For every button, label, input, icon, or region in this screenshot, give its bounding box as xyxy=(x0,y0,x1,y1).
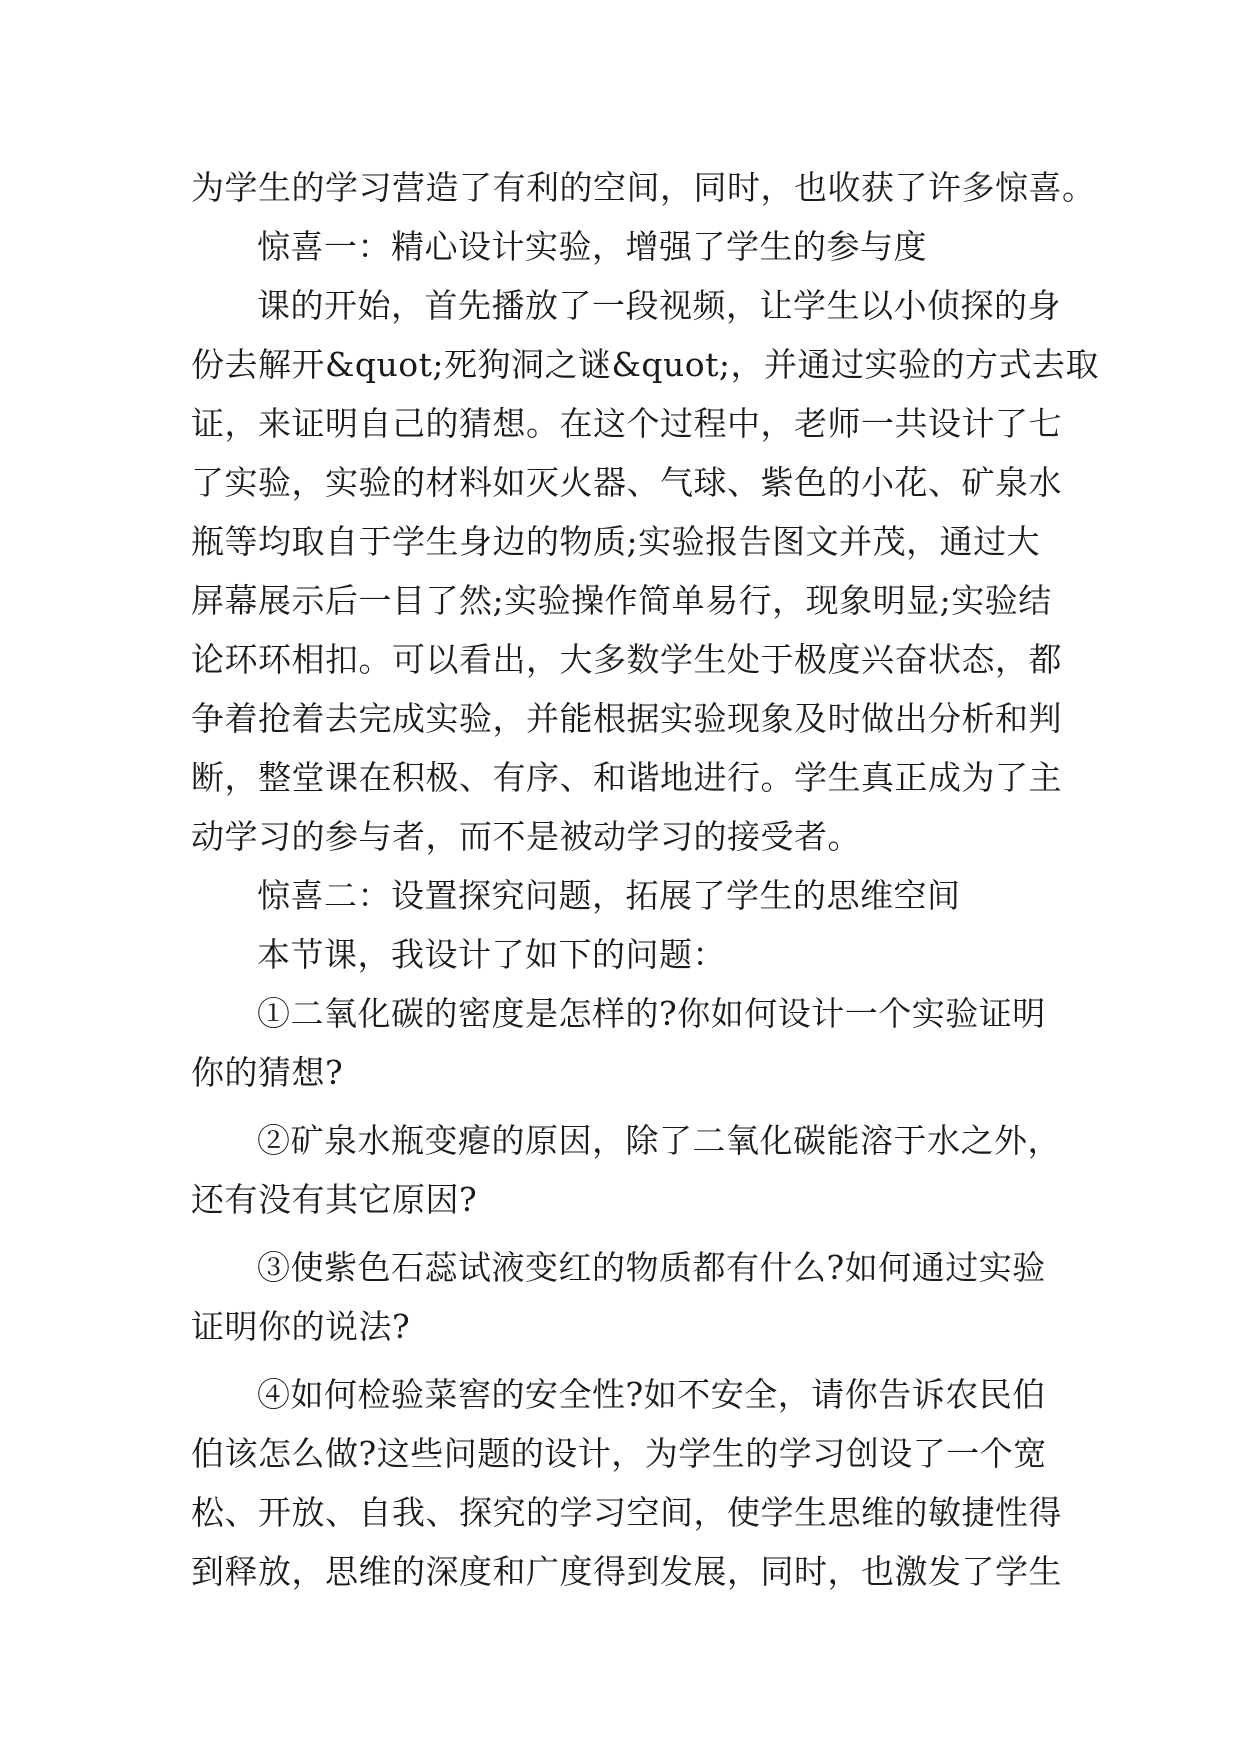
paragraph-line: 到释放，思维的深度和广度得到发展，同时，也激发了学生 xyxy=(191,1552,1062,1591)
paragraph-line: 屏幕展示后一目了然;实验操作简单易行，现象明显;实验结 xyxy=(191,581,1052,620)
question-3-line: ③使紫色石蕊试液变红的物质都有什么?如何通过实验 xyxy=(257,1248,1046,1287)
text-line: 为学生的学习营造了有利的空间，同时，也收获了许多惊喜。 xyxy=(191,168,1096,207)
section-heading-1: 惊喜一：精心设计实验，增强了学生的参与度 xyxy=(257,227,927,266)
question-1-line: 你的猜想? xyxy=(191,1053,344,1092)
paragraph-line: 证，来证明自己的猜想。在这个过程中，老师一共设计了七 xyxy=(191,404,1062,443)
paragraph-line: 课的开始，首先播放了一段视频，让学生以小侦探的身 xyxy=(257,286,1061,325)
question-3-line: 证明你的说法? xyxy=(191,1307,411,1346)
paragraph-line: 了实验，实验的材料如灭火器、气球、紫色的小花、矿泉水 xyxy=(191,463,1062,502)
paragraph-line: 论环环相扣。可以看出，大多数学生处于极度兴奋状态，都 xyxy=(191,640,1062,679)
paragraph-line: 松、开放、自我、探究的学习空间，使学生思维的敏捷性得 xyxy=(191,1493,1062,1532)
question-4-line: ④如何检验菜窖的安全性?如不安全，请你告诉农民伯 xyxy=(257,1375,1046,1414)
section-heading-2: 惊喜二：设置探究问题，拓展了学生的思维空间 xyxy=(257,876,961,915)
paragraph-line: 动学习的参与者，而不是被动学习的接受者。 xyxy=(191,817,861,856)
body-text xyxy=(191,158,1099,1601)
paragraph-line: 争着抢着去完成实验，并能根据实验现象及时做出分析和判 xyxy=(191,699,1062,738)
question-2-line: ②矿泉水瓶变瘪的原因，除了二氧化碳能溶于水之外， xyxy=(257,1121,1061,1160)
question-1-line: ①二氧化碳的密度是怎样的?你如何设计一个实验证明 xyxy=(257,994,1046,1033)
paragraph-line: 份去解开&quot;死狗洞之谜&quot;，并通过实验的方式去取 xyxy=(191,345,1099,384)
question-2-line: 还有没有其它原因? xyxy=(191,1180,478,1219)
paragraph-line: 伯该怎么做?这些问题的设计，为学生的学习创设了一个宽 xyxy=(191,1434,1047,1473)
paragraph-line: 断，整堂课在积极、有序、和谐地进行。学生真正成为了主 xyxy=(191,758,1062,797)
paragraph-line: 瓶等均取自于学生身边的物质;实验报告图文并茂，通过大 xyxy=(191,522,1041,561)
paragraph-line: 本节课，我设计了如下的问题： xyxy=(257,935,726,974)
